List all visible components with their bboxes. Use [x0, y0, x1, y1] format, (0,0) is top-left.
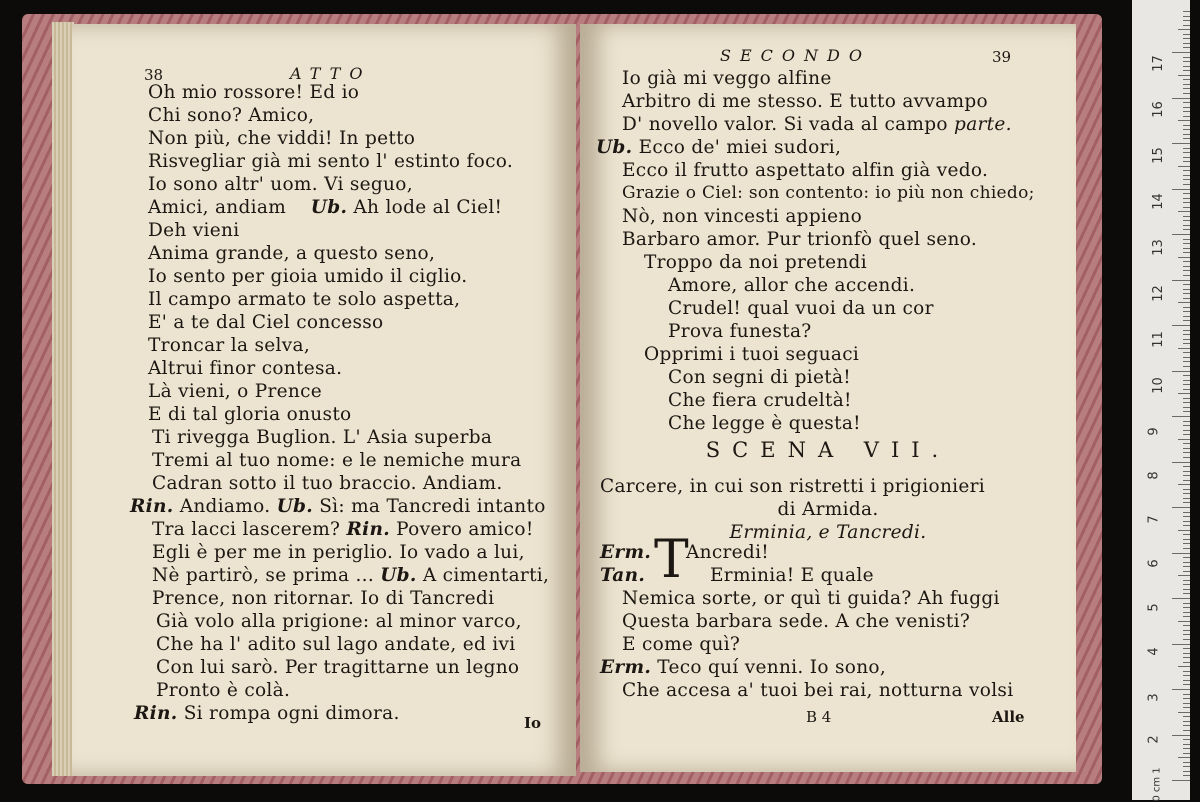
ruler-tick [1183, 330, 1190, 331]
ruler-number: 7 [1146, 515, 1162, 524]
running-head: ATTO [290, 64, 372, 83]
text-line: Prence, non ritornar. Io di Tancredi [152, 588, 495, 609]
measuring-ruler [1132, 0, 1190, 800]
ruler-tick [1183, 161, 1190, 162]
ruler-number: 13 [1150, 239, 1166, 256]
ruler-tick [1183, 739, 1190, 740]
ruler-number: 5 [1146, 603, 1162, 612]
ruler-tick [1183, 593, 1190, 594]
right-page [580, 24, 1076, 772]
ruler-tick [1183, 489, 1190, 490]
ruler-number: 9 [1146, 427, 1162, 436]
ruler-tick [1183, 648, 1190, 649]
ruler-tick [1183, 680, 1190, 681]
ruler-number: 15 [1150, 147, 1166, 164]
ruler-tick [1183, 766, 1190, 767]
ruler-tick [1183, 630, 1190, 631]
ruler-tick [1183, 16, 1190, 17]
text-line: Anima grande, a questo seno, [148, 243, 436, 264]
page-number: 38 [144, 66, 164, 84]
text-line: Tremi al tuo nome: e le nemiche mura [152, 450, 522, 471]
ruler-tick [1183, 744, 1190, 745]
ruler-tick [1183, 289, 1190, 290]
text-line: Amici, andiam Ub. Ah lode al Ciel! [148, 197, 503, 218]
ruler-tick [1183, 239, 1190, 240]
text-line: Altrui finor contesa. [148, 358, 343, 379]
ruler-tick [1172, 98, 1190, 99]
ruler-tick [1183, 61, 1190, 62]
ruler-tick [1183, 343, 1190, 344]
ruler-tick [1172, 371, 1190, 372]
ruler-tick [1183, 79, 1190, 80]
text-line: Nò, non vincesti appieno [622, 206, 863, 227]
text-line: Nè partirò, se prima ... Ub. A cimentarti, [152, 565, 550, 586]
ruler-tick [1183, 175, 1190, 176]
left-page [72, 24, 576, 776]
ruler-tick [1178, 757, 1190, 758]
ruler-tick [1178, 393, 1190, 394]
text-line: Con lui sarò. Per tragittarne un legno [156, 657, 520, 678]
ruler-tick [1183, 311, 1190, 312]
ruler-tick [1183, 107, 1190, 108]
ruler-tick [1183, 157, 1190, 158]
ruler-tick [1183, 152, 1190, 153]
text-line: Troppo da noi pretendi [644, 252, 867, 273]
ruler-number: 8 [1146, 471, 1162, 480]
ruler-tick [1183, 129, 1190, 130]
ruler-tick [1183, 584, 1190, 585]
ruler-tick [1183, 421, 1190, 422]
ruler-tick [1172, 507, 1190, 508]
ruler-tick [1178, 75, 1190, 76]
ruler-tick [1183, 384, 1190, 385]
ruler-tick [1183, 452, 1190, 453]
ruler-tick [1183, 512, 1190, 513]
ruler-tick [1183, 47, 1190, 48]
ruler-tick [1183, 320, 1190, 321]
ruler-tick [1183, 248, 1190, 249]
speaker-label: Rin. [346, 519, 390, 540]
ruler-tick [1183, 753, 1190, 754]
ruler-tick [1183, 116, 1190, 117]
ruler-tick [1178, 29, 1190, 30]
ruler-tick [1183, 57, 1190, 58]
ruler-tick [1172, 416, 1190, 417]
catchword: Io [524, 714, 542, 732]
ruler-tick [1183, 293, 1190, 294]
speaker-label: Ub. [310, 197, 348, 218]
ruler-tick [1172, 644, 1190, 645]
ruler-number: 12 [1150, 285, 1166, 302]
ruler-number: 11 [1150, 331, 1166, 348]
text-line: E' a te dal Ciel concesso [148, 312, 384, 333]
ruler-tick [1172, 143, 1190, 144]
scene-title: SCENA VII. [705, 438, 951, 462]
ruler-tick [1183, 707, 1190, 708]
text-line: Crudel! qual vuoi da un cor [668, 298, 934, 319]
ruler-tick [1183, 261, 1190, 262]
ruler-tick [1183, 425, 1190, 426]
ruler-tick [1178, 348, 1190, 349]
ruler-tick [1183, 775, 1190, 776]
ruler-tick [1183, 411, 1190, 412]
text-line: D' novello valor. Si vada al campo parte. [622, 114, 1012, 135]
ruler-tick [1183, 603, 1190, 604]
ruler-tick [1183, 298, 1190, 299]
ruler-number: 10 [1150, 377, 1166, 394]
ruler-tick [1183, 562, 1190, 563]
ruler-tick [1183, 70, 1190, 71]
text-line: Chi sono? Amico, [148, 105, 315, 126]
ruler-tick [1183, 202, 1190, 203]
text-line: Non più, che viddi! In petto [148, 128, 416, 149]
text-line: Che ha l' adito sul lago andate, ed ivi [156, 634, 516, 655]
ruler-number: 3 [1146, 693, 1162, 702]
ruler-tick [1183, 616, 1190, 617]
ruler-tick [1172, 280, 1190, 281]
ruler-tick [1172, 780, 1190, 781]
ruler-tick [1183, 589, 1190, 590]
ruler-tick [1183, 275, 1190, 276]
text-line: Tra lacci lascerem? Rin. Povero amico! [152, 519, 534, 540]
ruler-tick [1183, 266, 1190, 267]
ruler-tick [1183, 398, 1190, 399]
speaker-label: Erm. [600, 542, 652, 563]
text-line: Nemica sorte, or quì ti guida? Ah fuggi [622, 588, 1000, 609]
text-line: E come quì? [622, 634, 741, 655]
ruler-tick [1183, 716, 1190, 717]
running-head: SECONDO [720, 46, 871, 65]
text-line: Rin. Si rompa ogni dimora. [134, 703, 400, 724]
text-line: Risvegliar già mi sento l' estinto foco. [148, 151, 514, 172]
ruler-tick [1183, 25, 1190, 26]
ruler-tick [1183, 270, 1190, 271]
ruler-tick [1172, 462, 1190, 463]
ruler-tick [1183, 216, 1190, 217]
ruler-tick [1183, 184, 1190, 185]
text-line: Troncar la selva, [148, 335, 310, 356]
text-line: Già volo alla prigione: al minor varco, [156, 611, 522, 632]
ruler-tick [1172, 325, 1190, 326]
text-line: Là vieni, o Prence [148, 381, 322, 402]
ruler-tick [1183, 34, 1190, 35]
ruler-tick [1183, 730, 1190, 731]
page-number: 39 [992, 48, 1012, 66]
ruler-tick [1183, 653, 1190, 654]
ruler-tick [1183, 434, 1190, 435]
ruler-tick [1183, 357, 1190, 358]
ruler-tick [1183, 448, 1190, 449]
ruler-tick [1183, 11, 1190, 12]
ruler-number: 14 [1150, 193, 1166, 210]
ruler-tick [1183, 557, 1190, 558]
ruler-tick [1183, 534, 1190, 535]
text-line: Erminia! E quale [710, 565, 874, 586]
ruler-tick [1178, 712, 1190, 713]
drop-cap: T [654, 530, 689, 590]
characters-line: Erminia, e Tancredi. [729, 522, 927, 543]
setting-line: di Armida. [777, 499, 879, 520]
ruler-tick [1183, 694, 1190, 695]
ruler-tick [1172, 689, 1190, 690]
text-line: Che fiera crudeltà! [668, 390, 852, 411]
ruler-tick [1183, 339, 1190, 340]
ruler-tick [1183, 571, 1190, 572]
ruler-tick [1178, 302, 1190, 303]
text-line: Ancredi! [686, 542, 770, 563]
text-line: Pronto è colà. [156, 680, 291, 701]
speaker-label: Ub. [380, 565, 417, 586]
text-line: Egli è per me in periglio. Io vado a lui, [152, 542, 525, 563]
ruler-tick [1183, 657, 1190, 658]
stage-direction: parte. [954, 114, 1012, 135]
ruler-tick [1183, 402, 1190, 403]
text-line: Erm. Teco quí venni. Io sono, [600, 657, 887, 678]
speaker-label: Tan. [600, 565, 646, 586]
ruler-tick [1183, 229, 1190, 230]
ruler-tick [1183, 475, 1190, 476]
text-line: Questa barbara sede. A che venisti? [622, 611, 971, 632]
text-line: E di tal gloria onusto [148, 404, 352, 425]
ruler-tick [1183, 548, 1190, 549]
ruler-tick [1183, 725, 1190, 726]
speaker-label: Rin. [134, 703, 178, 724]
ruler-tick [1183, 703, 1190, 704]
ruler-tick [1183, 380, 1190, 381]
ruler-tick [1183, 134, 1190, 135]
text-line: Ub. Ecco de' miei sudori, [596, 137, 842, 158]
ruler-tick [1183, 466, 1190, 467]
ruler-tick [1183, 179, 1190, 180]
page-edges [52, 22, 74, 776]
speaker-label: Ub. [596, 137, 633, 158]
text-line: Rin. Andiamo. Ub. Sì: ma Tancredi intanto [130, 496, 546, 517]
ruler-tick [1183, 516, 1190, 517]
ruler-tick [1183, 634, 1190, 635]
ruler-tick [1172, 52, 1190, 53]
ruler-number: 17 [1150, 55, 1166, 72]
ruler-tick [1183, 193, 1190, 194]
text-line: Prova funesta? [668, 321, 812, 342]
ruler-tick [1183, 671, 1190, 672]
ruler-tick [1183, 721, 1190, 722]
ruler-number: 4 [1146, 647, 1162, 656]
ruler-number: 6 [1146, 559, 1162, 568]
ruler-tick [1183, 375, 1190, 376]
ruler-tick [1183, 148, 1190, 149]
ruler-tick [1178, 530, 1190, 531]
ruler-tick [1183, 525, 1190, 526]
ruler-tick [1183, 243, 1190, 244]
ruler-tick [1183, 225, 1190, 226]
text-line: Con segni di pietà! [668, 367, 852, 388]
text-line: Grazie o Ciel: son contento: io più non chiedo; [622, 183, 1035, 203]
text-line: Cadran sotto il tuo braccio. Andiam. [152, 473, 503, 494]
text-line [600, 542, 651, 563]
ruler-tick [1183, 612, 1190, 613]
ruler-tick [1183, 662, 1190, 663]
ruler-tick [1183, 675, 1190, 676]
text-line: Amore, allor che accendi. [668, 275, 916, 296]
ruler-tick [1183, 639, 1190, 640]
catchword: Alle [992, 708, 1025, 726]
text-line: Io sono altr' uom. Vi seguo, [148, 174, 413, 195]
ruler-tick [1183, 607, 1190, 608]
ruler-tick [1178, 621, 1190, 622]
ruler-tick [1183, 93, 1190, 94]
text-line: Deh vieni [148, 220, 240, 241]
ruler-tick [1178, 211, 1190, 212]
ruler-tick [1183, 111, 1190, 112]
speaker-label: Erm. [600, 657, 652, 678]
ruler-tick [1172, 735, 1190, 736]
text-line [600, 565, 645, 586]
ruler-tick [1183, 457, 1190, 458]
ruler-tick [1183, 125, 1190, 126]
ruler-tick [1172, 234, 1190, 235]
text-line: Arbitro di me stesso. E tutto avvampo [622, 91, 988, 112]
ruler-tick [1178, 257, 1190, 258]
text-line: Che legge è questa! [668, 413, 861, 434]
ruler-tick [1183, 66, 1190, 67]
ruler-tick [1178, 484, 1190, 485]
ruler-tick [1183, 771, 1190, 772]
ruler-tick [1178, 575, 1190, 576]
ruler-tick [1183, 38, 1190, 39]
ruler-tick [1183, 748, 1190, 749]
ruler-tick [1183, 20, 1190, 21]
ruler-tick [1183, 316, 1190, 317]
ruler-tick [1183, 88, 1190, 89]
ruler-tick [1183, 443, 1190, 444]
text-line: Il campo armato te solo aspetta, [148, 289, 461, 310]
text-line: Io sento per gioia umido il ciglio. [148, 266, 468, 287]
ruler-tick [1178, 166, 1190, 167]
ruler-tick [1183, 43, 1190, 44]
ruler-tick [1183, 684, 1190, 685]
text-line: Io già mi veggo alfine [622, 68, 832, 89]
ruler-tick [1183, 762, 1190, 763]
ruler-tick [1183, 334, 1190, 335]
ruler-tick [1183, 539, 1190, 540]
ruler-tick [1183, 493, 1190, 494]
ruler-tick [1183, 480, 1190, 481]
ruler-tick [1183, 625, 1190, 626]
ruler-tick [1183, 543, 1190, 544]
ruler-tick [1178, 666, 1190, 667]
ruler-tick [1183, 521, 1190, 522]
text-line: Opprimi i tuoi seguaci [644, 344, 860, 365]
ruler-tick [1178, 439, 1190, 440]
ruler-tick [1183, 471, 1190, 472]
text-line: Che accesa a' tuoi bei rai, notturna volsi [622, 680, 1014, 701]
ruler-tick [1183, 220, 1190, 221]
ruler-tick [1183, 361, 1190, 362]
text-line: Barbaro amor. Pur trionfò quel seno. [622, 229, 978, 250]
ruler-tick [1183, 430, 1190, 431]
ruler-tick [1183, 407, 1190, 408]
ruler-tick [1183, 389, 1190, 390]
ruler-number: 16 [1150, 101, 1166, 118]
ruler-number: 2 [1146, 735, 1162, 744]
signature-mark: B 4 [806, 708, 832, 726]
ruler-tick [1183, 698, 1190, 699]
ruler-tick [1183, 307, 1190, 308]
ruler-tick [1183, 498, 1190, 499]
text-line: Oh mio rossore! Ed io [148, 82, 360, 103]
ruler-tick [1183, 502, 1190, 503]
ruler-tick [1183, 252, 1190, 253]
ruler-tick [1183, 170, 1190, 171]
ruler-tick [1183, 207, 1190, 208]
ruler-tick [1183, 284, 1190, 285]
ruler-tick [1183, 102, 1190, 103]
ruler-tick [1178, 120, 1190, 121]
ruler-tick [1172, 189, 1190, 190]
ruler-unit-label: 0 cm 1 [1151, 767, 1163, 802]
setting-line: Carcere, in cui son ristretti i prigionieri [600, 476, 985, 497]
speaker-label: Ub. [276, 496, 313, 517]
ruler-tick [1172, 553, 1190, 554]
ruler-tick [1172, 598, 1190, 599]
ruler-tick [1183, 198, 1190, 199]
ruler-tick [1183, 580, 1190, 581]
text-line: Ti rivegga Buglion. L' Asia superba [152, 427, 493, 448]
ruler-tick [1183, 366, 1190, 367]
ruler-tick [1183, 566, 1190, 567]
ruler-tick [1183, 352, 1190, 353]
speaker-label: Rin. [130, 496, 174, 517]
text-line: Ecco il frutto aspettato alfin già vedo. [622, 160, 989, 181]
ruler-tick [1183, 138, 1190, 139]
ruler-tick [1183, 84, 1190, 85]
